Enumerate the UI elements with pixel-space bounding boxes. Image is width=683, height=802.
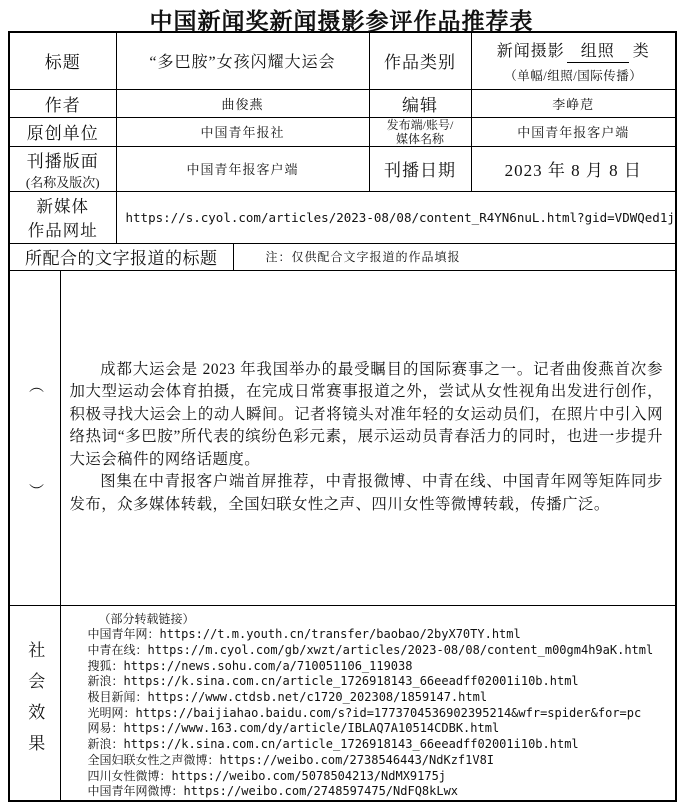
category-suffix: 类 [632, 42, 650, 60]
intro-paren-close: ） [27, 482, 44, 498]
field-editor-value: 李峥苨 [471, 89, 676, 117]
field-intro-content [60, 270, 676, 605]
field-author-value: 曲俊燕 [116, 89, 369, 117]
field-title-label: 标题 [9, 32, 116, 89]
field-text-report-note: 注：仅供配合文字报道的作品填报 [233, 243, 676, 270]
social-link-line: 极目新闻：https://www.ctdsb.net/c1720_202308/1859147.html [87, 690, 488, 705]
field-intro-label [9, 270, 60, 605]
field-publish-date-label: 刊播日期 [369, 146, 471, 191]
social-links-list [88, 612, 672, 800]
social-link-line: 四川女性微博：https://weibo.com/5078504213/NdMX9175j [87, 768, 447, 783]
page-title: 中国新闻奖新闻摄影参评作品推荐表 [149, 8, 534, 34]
category-options-note: （单幅/组照/国际传播） [504, 68, 643, 83]
field-publish-page-label: 刊播版面 (名称及版次) [9, 146, 116, 191]
recommendation-form-table [8, 31, 677, 802]
social-link-line: （部分转载链接） [98, 611, 195, 626]
field-social-effect-label: 社会效果 [9, 605, 60, 801]
social-link-line: 光明网：https://baijiahao.baidu.com/s?id=1773704536902395214&wfr=spider&for=pc [87, 705, 642, 720]
field-author-label: 作者 [9, 89, 116, 117]
category-prefix: 新闻摄影 [496, 42, 565, 60]
field-publish-page-value: 中国青年报客户端 [116, 146, 369, 191]
social-link-line: 新浪：https://k.sina.com.cn/article_1726918143_66eeadff02001i10b.html [87, 674, 579, 689]
field-text-report-label: 所配合的文字报道的标题 [9, 243, 233, 270]
field-title-value: “多巴胺”女孩闪耀大运会 [116, 32, 369, 89]
field-new-media-url: https://s.cyol.com/articles/2023-08/08/content_R4YN6nuL.html?gid=VDWQed1j [116, 191, 676, 243]
field-social-effect-content [60, 605, 676, 801]
field-category-label: 作品类别 [369, 32, 471, 89]
field-publish-date-value: 2023 年 8 月 8 日 [471, 146, 676, 191]
intro-paren-open: （ [27, 377, 44, 393]
social-link-line: 搜狐：https://news.sohu.com/a/710051106_119038 [87, 658, 413, 673]
field-original-unit-value: 中国青年报社 [116, 117, 369, 146]
field-publish-platform-value: 中国青年报客户端 [471, 117, 676, 146]
field-editor-label: 编辑 [369, 89, 471, 117]
field-original-unit-label: 原创单位 [9, 117, 116, 146]
social-link-line: 新浪：https://k.sina.com.cn/article_1726918143_66eeadff02001i10b.html [87, 737, 579, 752]
social-link-line: 中国青年网微博：https://weibo.com/2748597475/NdFQ8kLwx [87, 784, 459, 799]
field-publish-platform-label: 发布端/账号/ 媒体名称 [369, 117, 471, 146]
field-new-media-label: 新媒体 作品网址 [9, 191, 116, 243]
social-link-line: 网易：https://www.163.com/dy/article/IBLAQ7A10514CDBK.html [87, 721, 500, 736]
field-category-value [471, 32, 676, 89]
social-link-line: 中国青年网：https://t.m.youth.cn/transfer/baobao/2byX70TY.html [87, 627, 521, 642]
intro-paragraph-2: 图集在中青报客户端首屏推荐，中青报微博、中青在线、中国青年网等矩阵同步发布，众多媒体转载，全国妇联女性之声、四川女性等微博转载，传播广泛。 [69, 473, 663, 513]
social-link-line: 中青在线：https://m.cyol.com/gb/xwzt/articles/2023-08/08/content_m00gm4h9aK.html [87, 642, 654, 657]
category-selected-value: 组照 [567, 38, 629, 63]
intro-paragraph-1: 成都大运会是 2023 年我国举办的最受瞩目的国际赛事之一。记者曲俊燕首次参加大型运动会体育拍摄，在完成日常赛事报道之外，尝试从女性视角出发进行创作，积极寻找大运会上的动人瞬间。记者将镜头对准年轻的女运动员们，在照片中引入网络热词“多巴胺”所代表的缤纷色彩元素，展示运动员青春活力的同时，也进一步提升大运会稿件的网络话题度。 [69, 360, 663, 468]
social-link-line: 全国妇联女性之声微博：https://weibo.com/2738546443/NdKzf1V8I [87, 752, 495, 767]
